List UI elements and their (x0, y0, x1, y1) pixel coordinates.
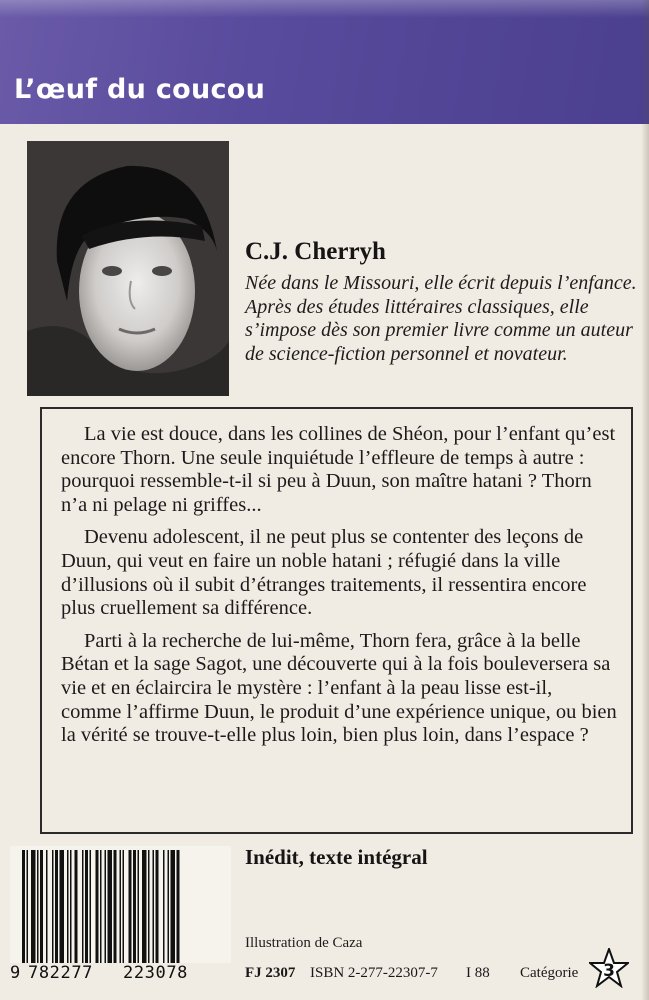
barcode-bar (22, 850, 25, 978)
barcode (10, 846, 231, 981)
barcode-bar (114, 850, 117, 964)
barcode-bar (40, 850, 43, 964)
barcode-bar (67, 850, 69, 964)
barcode-bar (70, 850, 72, 964)
barcode-bar (55, 850, 58, 964)
category-number: 3 (603, 961, 615, 981)
barcode-bar (52, 850, 54, 964)
barcode-bar (171, 850, 176, 964)
synopsis-paragraph: Devenu adolescent, il ne peut plus se contenter des leçons de Duun, qui veut en faire un noble hatani ; réfugié dans la ville d’illusions où il subit d’étranges traitements, il ressentira encore plus cruellement sa différence. (61, 526, 587, 620)
barcode-bar (148, 850, 150, 964)
barcode-bar (100, 850, 102, 978)
barcode-bar (27, 850, 29, 978)
barcode-bar (156, 850, 159, 964)
cover-spine-shadow (641, 0, 649, 1000)
author-name: C.J. Cherryh (245, 238, 386, 265)
synopsis-paragraph: Parti à la recherche de lui-même, Thorn fera, grâce à la belle Bétan et la sage Sagot, une découverte qui à la fois bouleversera sa vie et en éclaircira le mystère : l’enfant à la peau lisse est-il, comme l’affirme Duun, le produit d’une expérience unique, ou bien la vérité se trouve-t-elle plus loin, bien plus loin, dans l’espace ? (61, 629, 617, 747)
barcode-bar (60, 850, 65, 964)
barcode-bar (31, 850, 36, 964)
series-title: L’œuf du coucou (14, 74, 266, 105)
barcode-bar (133, 850, 136, 964)
synopsis-box (40, 407, 633, 834)
barcode-bar (105, 850, 107, 978)
synopsis-paragraph: La vie est douce, dans les collines de Shéon, pour l’enfant qu’est encore Thorn. Une seule inquiétude l’effleure de temps à autre : pourquoi ressemble-t-il si peu à Duun, son maître hatani ? Thorn n’a ni pelage ni griffes... (61, 423, 616, 516)
barcode-bar (37, 850, 39, 964)
barcode-bar (168, 850, 170, 964)
barcode-bar (85, 850, 88, 964)
barcode-digits (10, 963, 231, 983)
catalog-code: FJ 2307 (245, 965, 296, 981)
barcode-bar (108, 850, 113, 964)
price-code: I 88 (466, 965, 490, 981)
barcode-bar (177, 850, 180, 978)
barcode-bar (153, 850, 155, 964)
barcode-bar (142, 850, 147, 964)
barcode-bar (96, 850, 99, 964)
barcode-digit-group-right: 223078 (123, 963, 189, 983)
author-bio: Née dans le Missouri, elle écrit depuis l’enfance. Après des études littéraires classiques, elle s’impose dès son premier livre comme un auteur de science-fiction personnel et novateur. (245, 272, 637, 365)
category-star-icon (589, 948, 629, 988)
barcode-bar (75, 850, 78, 964)
edition-note: Inédit, texte intégral (245, 845, 428, 869)
barcode-bar (120, 850, 122, 964)
category-label: Catégorie (520, 965, 579, 981)
series-banner (0, 0, 649, 124)
barcode-digit-lead: 9 (10, 963, 21, 983)
author-photo (27, 141, 229, 396)
barcode-bar (129, 850, 132, 964)
barcode-bar (82, 850, 84, 964)
barcode-bar (46, 850, 48, 964)
barcode-bar (90, 850, 92, 964)
barcode-digit-group-left: 782277 (28, 963, 94, 983)
barcode-bar (163, 850, 165, 964)
illustration-credit: Illustration de Caza (245, 935, 363, 951)
barcode-bar (123, 850, 125, 964)
author-portrait-image (27, 141, 229, 396)
isbn: ISBN 2-277-22307-7 (310, 965, 438, 981)
barcode-bar (138, 850, 140, 964)
